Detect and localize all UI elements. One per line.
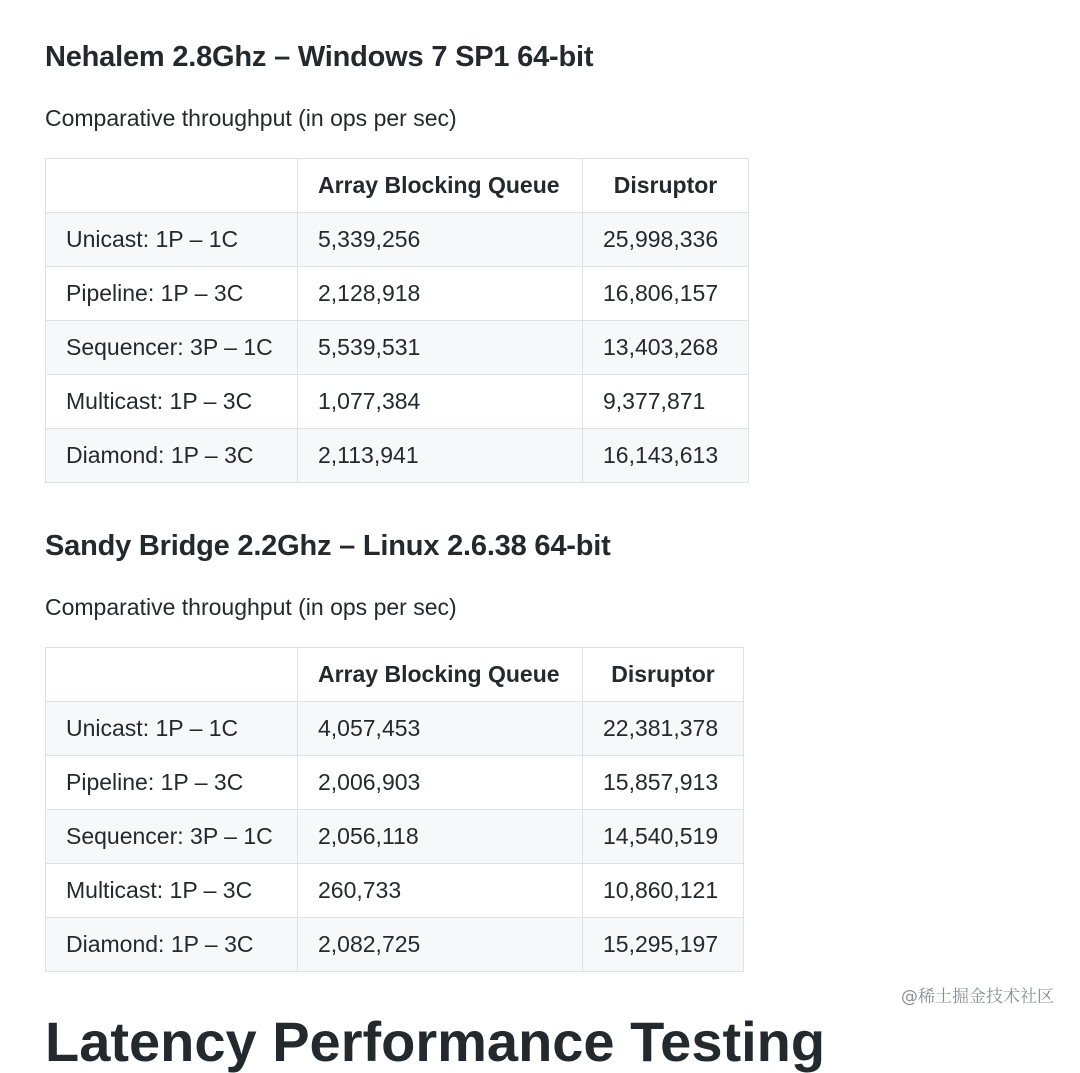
section-title: Sandy Bridge 2.2Ghz – Linux 2.6.38 64-bit [45,530,611,562]
header-cell-empty [46,159,298,213]
disruptor-value: 15,295,197 [583,918,744,972]
throughput-table [45,647,744,972]
row-label: Pipeline: 1P – 3C [46,756,298,810]
table-row [46,702,744,756]
row-label: Multicast: 1P – 3C [46,864,298,918]
header-cell-array-blocking-queue: Array Blocking Queue [298,159,583,213]
table-row [46,756,744,810]
table-row [46,321,749,375]
disruptor-value: 16,143,613 [583,429,749,483]
table-row [46,864,744,918]
benchmark-section-sandy-bridge [45,527,744,972]
row-label: Unicast: 1P – 1C [46,213,298,267]
array-blocking-queue-value: 2,082,725 [298,918,583,972]
header-cell-disruptor: Disruptor [583,159,749,213]
row-label: Diamond: 1P – 3C [46,918,298,972]
disruptor-value: 10,860,121 [583,864,744,918]
section-title: Nehalem 2.8Ghz – Windows 7 SP1 64-bit [45,41,594,73]
table-row [46,213,749,267]
table-row [46,810,744,864]
disruptor-value: 25,998,336 [583,213,749,267]
table-row [46,429,749,483]
array-blocking-queue-value: 2,128,918 [298,267,583,321]
array-blocking-queue-value: 5,339,256 [298,213,583,267]
disruptor-value: 9,377,871 [583,375,749,429]
table-row [46,267,749,321]
array-blocking-queue-value: 5,539,531 [298,321,583,375]
array-blocking-queue-value: 1,077,384 [298,375,583,429]
row-label: Pipeline: 1P – 3C [46,267,298,321]
row-label: Unicast: 1P – 1C [46,702,298,756]
array-blocking-queue-value: 2,056,118 [298,810,583,864]
table-header-row [46,159,749,213]
table-header-row [46,648,744,702]
row-label: Diamond: 1P – 3C [46,429,298,483]
table-row [46,375,749,429]
table-row [46,918,744,972]
header-cell-empty [46,648,298,702]
disruptor-value: 14,540,519 [583,810,744,864]
disruptor-value: 15,857,913 [583,756,744,810]
section-subtitle: Comparative throughput (in ops per sec) [45,105,457,131]
row-label: Sequencer: 3P – 1C [46,321,298,375]
array-blocking-queue-value: 4,057,453 [298,702,583,756]
section-subtitle: Comparative throughput (in ops per sec) [45,594,457,620]
benchmark-section-nehalem [45,38,749,483]
header-cell-array-blocking-queue: Array Blocking Queue [298,648,583,702]
disruptor-value: 22,381,378 [583,702,744,756]
watermark-text: @稀土掘金技术社区 [901,987,1054,1007]
array-blocking-queue-value: 2,113,941 [298,429,583,483]
array-blocking-queue-value: 2,006,903 [298,756,583,810]
throughput-table [45,158,749,483]
disruptor-value: 16,806,157 [583,267,749,321]
array-blocking-queue-value: 260,733 [298,864,583,918]
row-label: Multicast: 1P – 3C [46,375,298,429]
next-section-heading: Latency Performance Testing [45,1010,826,1073]
row-label: Sequencer: 3P – 1C [46,810,298,864]
disruptor-value: 13,403,268 [583,321,749,375]
header-cell-disruptor: Disruptor [583,648,744,702]
